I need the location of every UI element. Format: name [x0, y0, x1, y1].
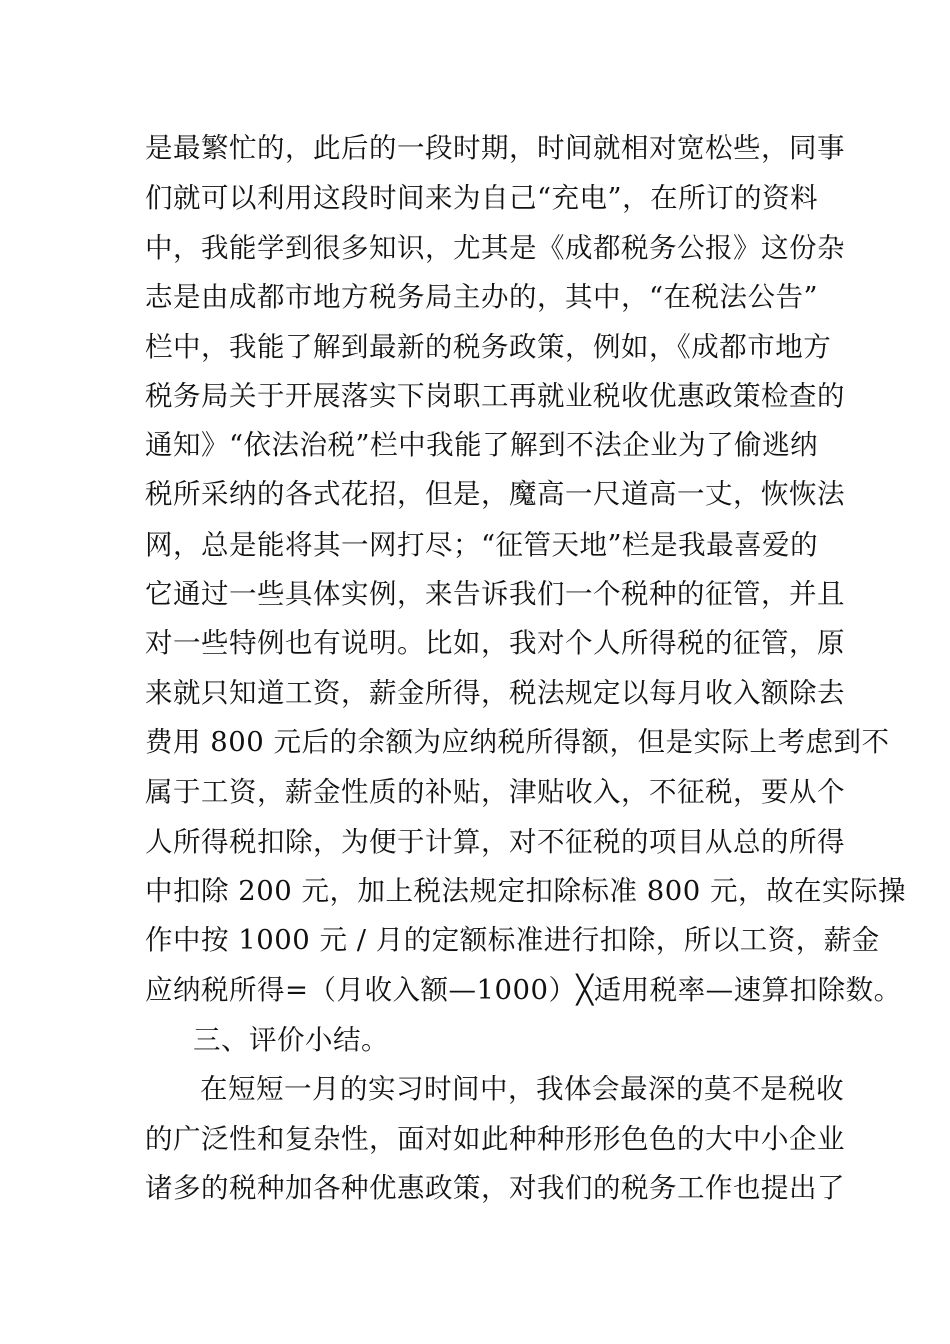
body-text-line: 属于工资，薪金性质的补贴，津贴收入，不征税，要从个: [145, 776, 845, 808]
body-text-line: 的广泛性和复杂性，面对如此种种形形色色的大中小企业: [145, 1123, 845, 1155]
body-text-line: 税务局关于开展落实下岗职工再就业税收优惠政策检查的: [145, 380, 845, 412]
body-text-line: 们就可以利用这段时间来为自己“充电”，在所订的资料: [145, 182, 819, 214]
section-heading: 三、评价小结。: [193, 1024, 389, 1056]
body-text-line: 中扣除 200 元，加上税法规定扣除标准 800 元，故在实际操: [145, 875, 906, 907]
body-text-line: 税所采纳的各式花招，但是，魔高一尺道高一丈，恢恢法: [145, 478, 845, 510]
body-text-line: 它通过一些具体实例，来告诉我们一个税种的征管，并且: [145, 578, 845, 610]
body-text-line: 中，我能学到很多知识，尤其是《成都税务公报》这份杂: [145, 232, 845, 264]
body-text-line: 费用 800 元后的余额为应纳税所得额，但是实际上考虑到不: [145, 726, 890, 758]
body-text-line: 应纳税所得=（月收入额—1000）╳适用税率—速算扣除数。: [145, 974, 902, 1006]
body-text-line: 网，总是能将其一网打尽；“征管天地”栏是我最喜爱的: [145, 529, 819, 561]
body-text-line: 来就只知道工资，薪金所得，税法规定以每月收入额除去: [145, 677, 845, 709]
paragraph-first-line: 在短短一月的实习时间中，我体会最深的莫不是税收: [200, 1073, 844, 1105]
body-text-line: 人所得税扣除，为便于计算，对不征税的项目从总的所得: [145, 826, 845, 858]
body-text-line: 对一些特例也有说明。比如，我对个人所得税的征管，原: [145, 627, 845, 659]
body-text-line: 栏中，我能了解到最新的税务政策，例如，《成都市地方: [145, 331, 832, 363]
body-text-line: 是最繁忙的，此后的一段时期，时间就相对宽松些，同事: [145, 132, 845, 164]
body-text-line: 诸多的税种加各种优惠政策，对我们的税务工作也提出了: [145, 1172, 845, 1204]
body-text-line: 通知》“依法治税”栏中我能了解到不法企业为了偷逃纳: [145, 429, 819, 461]
body-text-line: 志是由成都市地方税务局主办的，其中，“在税法公告”: [145, 281, 819, 313]
body-text-line: 作中按 1000 元 / 月的定额标准进行扣除，所以工资，薪金: [145, 924, 880, 956]
